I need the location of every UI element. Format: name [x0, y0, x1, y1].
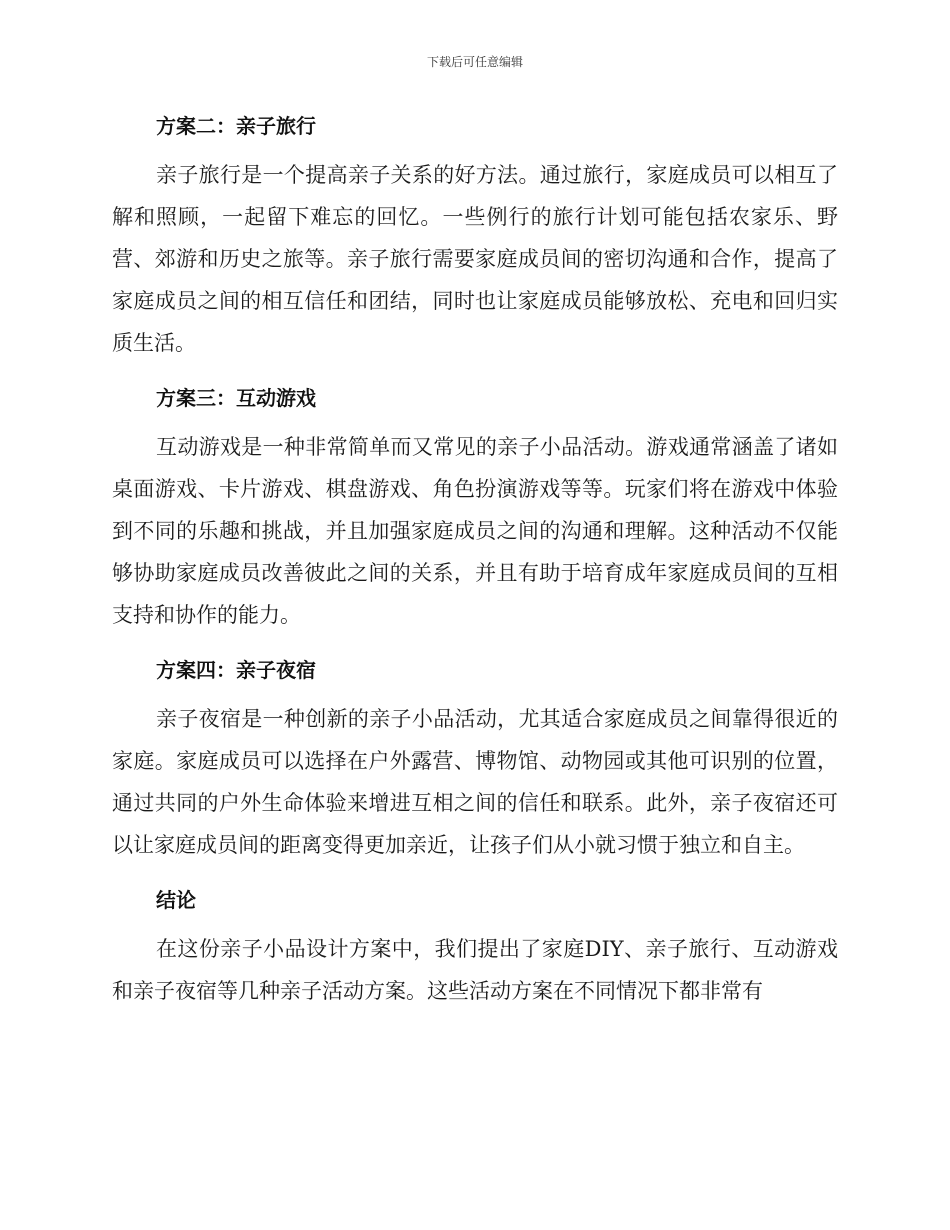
- section-paragraph: 亲子旅行是一个提高亲子关系的好方法。通过旅行，家庭成员可以相互了解和照顾，一起留下难忘的回忆。一些例行的旅行计划可能包括农家乐、野营、郊游和历史之旅等。亲子旅行需要家庭成员间的密切沟通和合作，提高了家庭成员之间的相互信任和团结，同时也让家庭成员能够放松、充电和回归实质生活。: [112, 163, 838, 355]
- section-paragraph: 互动游戏是一种非常简单而又常见的亲子小品活动。游戏通常涵盖了诸如桌面游戏、卡片游戏、棋盘游戏、角色扮演游戏等等。玩家们将在游戏中体验到不同的乐趣和挑战，并且加强家庭成员之间的沟通和理解。这种活动不仅能够协助家庭成员改善彼此之间的关系，并且有助于培育成年家庭成员间的互相支持和协作的能力。: [112, 435, 838, 627]
- page-header: 下载后可任意编辑: [426, 55, 523, 69]
- document-body: [112, 106, 838, 1026]
- section-travel: [112, 106, 838, 364]
- section-heading: 方案三：互动游戏: [156, 386, 316, 410]
- section-heading: 方案二：亲子旅行: [156, 114, 316, 138]
- section-conclusion: [112, 880, 838, 1012]
- section-paragraph: 亲子夜宿是一种创新的亲子小品活动，尤其适合家庭成员之间靠得很近的家庭。家庭成员可以选择在户外露营、博物馆、动物园或其他可识别的位置，通过共同的户外生命体验来增进互相之间的信任和联系。此外，亲子夜宿还可以让家庭成员间的距离变得更加亲近，让孩子们从小就习惯于独立和自主。: [112, 707, 838, 857]
- section-overnight: [112, 650, 838, 866]
- section-heading: 结论: [156, 888, 196, 912]
- section-heading: 方案四：亲子夜宿: [156, 658, 316, 682]
- section-paragraph: 在这份亲子小品设计方案中，我们提出了家庭DIY、亲子旅行、互动游戏和亲子夜宿等几种亲子活动方案。这些活动方案在不同情况下都非常有: [112, 937, 838, 1003]
- section-games: [112, 378, 838, 636]
